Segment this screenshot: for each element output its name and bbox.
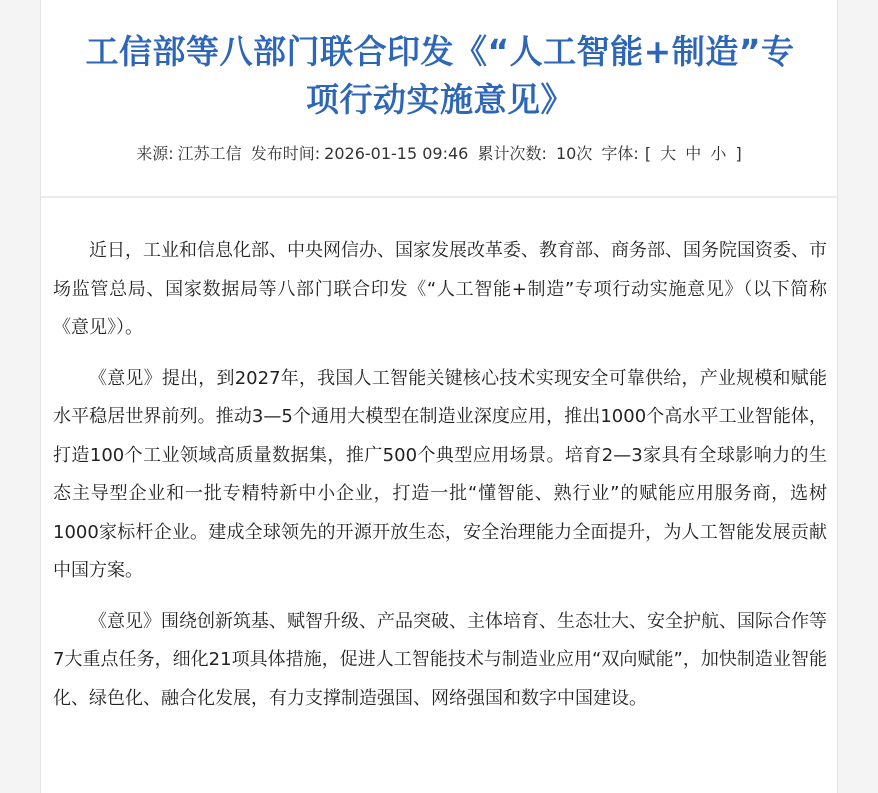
views-count: 10次 — [555, 144, 593, 163]
paragraph: 《意见》围绕创新筑基、赋智升级、产品突破、主体培育、生态壮大、安全护航、国际合作等7大重点任务，细化21项具体措施，促进人工智能技术与制造业应用“双向赋能”，加快制造业智能化、绿色化、融合化发展，有力支撑制造强国、网络强国和数字中国建设。 — [53, 610, 827, 709]
title-line-1: 工信部等八部门联合印发《“人工智能+制造”专 — [85, 32, 795, 71]
article-meta — [41, 142, 839, 166]
font-size-medium-link[interactable]: 中 — [685, 144, 702, 163]
article-title — [41, 28, 839, 124]
publish-time: 2026-01-15 09:46 — [324, 144, 469, 163]
title-line-2: 项行动实施意见》 — [306, 80, 574, 119]
font-size-small-link[interactable]: 小 — [710, 144, 727, 163]
font-size-large-link[interactable]: 大 — [660, 144, 677, 163]
font-size-controls — [643, 144, 744, 163]
paragraph: 《意见》提出，到2027年，我国人工智能关键核心技术实现安全可靠供给，产业规模和赋能水平稳居世界前列。推动3—5个通用大模型在制造业深度应用，推出1000个高水平工业智能体，打造100个工业领域高质量数据集，推广500个典型应用场景。培育2—3家具有全球影响力的生态主导型企业和一批专精特新中小企业，打造一批“懂智能、熟行业”的赋能应用服务商，选树1000家标杆企业。建成全球领先的开源开放生态，安全治理能力全面提升，为人工智能发展贡献中国方案。 — [53, 367, 827, 581]
publish-label: 发布时间: — [250, 144, 321, 163]
bracket-close: ] — [735, 144, 742, 163]
paragraph: 近日，工业和信息化部、中央网信办、国家发展改革委、教育部、商务部、国务院国资委、市场监管总局、国家数据局等八部门联合印发《“人工智能+制造”专项行动实施意见》（以下简称《意见》）。 — [53, 240, 827, 338]
font-size-label: 字体: — [601, 144, 639, 163]
article-body — [53, 232, 827, 730]
source-value: 江苏工信 — [177, 144, 242, 163]
bracket-open: [ — [644, 144, 652, 163]
meta-divider — [41, 196, 839, 198]
source-label: 来源: — [136, 144, 174, 163]
views-label: 累计次数: — [477, 144, 547, 163]
article-page — [40, 0, 838, 793]
